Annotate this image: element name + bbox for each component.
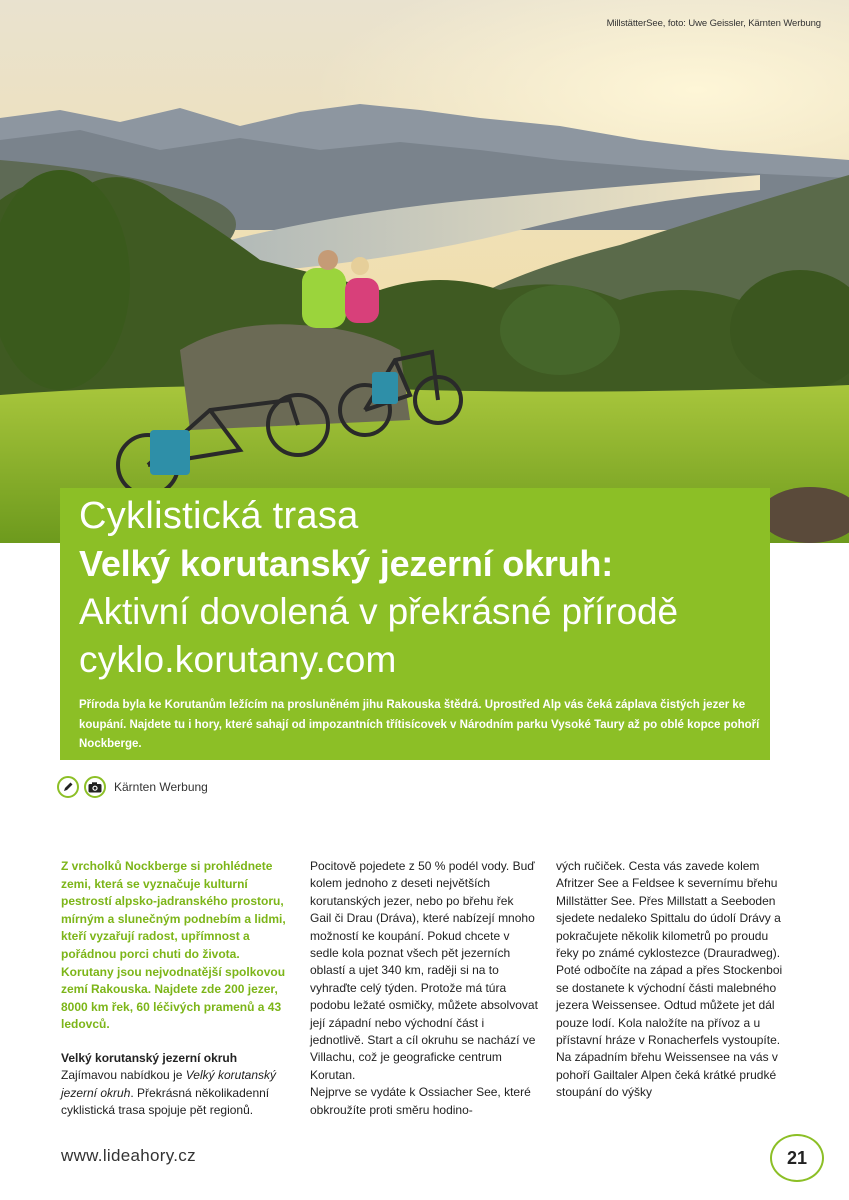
body-paragraph: Pocitově pojedete z 50 % podél vody. Buď kolem jednoho z deseti největších korutanských jezer, nebo po břehu řek Gail či Drau (Dráva), které nabízejí mnoho možností ke koupání. Pokud chcete v sedle kola poznat všech pět jezerních oblastí a ujet 340 km, raději si na to vyhraďte celý týden. Protože má túra podobu ležaté osmičky, můžete absolvovat její západní nebo východní část i jednotlivě. Start a cíl okruhu se nachází ve Villachu, což je geograficke centrum Korutan. [310,859,538,1082]
footer-website: www.lideahory.cz [61,1146,196,1165]
body-paragraph [61,1067,289,1119]
article-headline [79,492,678,684]
body-text-emphasis: Velký korutanský jezerní okruh [61,1068,277,1100]
headline-box [60,488,770,760]
pen-icon [57,776,79,798]
hero-photo [0,0,849,543]
article-column-2 [310,858,538,1119]
headline-title: Velký korutanský jezerní okruh: [79,543,614,584]
camera-icon [84,776,106,798]
page-number: 21 [770,1134,824,1182]
photo-credit: MillstätterSee, foto: Uwe Geissler, Kärnten Werbung [606,18,821,29]
article-column-3 [556,858,784,1102]
section-subheading: Velký korutanský jezerní okruh [61,1050,238,1065]
body-paragraph: Nejprve se vydáte k Ossiacher See, které obkroužíte proti směru hodino- [310,1085,531,1117]
headline-kicker: Cyklistická trasa [79,495,359,537]
body-text: . Překrásná několikadenní cyklistická trasa spojuje pět regionů. [61,1085,270,1118]
intro-paragraph: Příroda byla ke Korutanům ležícím na prosluněném jihu Rakouska štědrá. Uprostřed Alp vás čeká záplava čistých jezer ke koupání. Najdete tu i hory, které sahají od impozantních třítisícovek v Národním parku Vysoké Taury až po oblé kopce pohoří Nockberge. [79,699,760,750]
body-paragraph: vých ručiček. Cesta vás zavede kolem Afritzer See a Feldsee k severnímu břehu Millstätter See. Přes Millstatt a Seeboden sjedete nedaleko Spittalu do údolí Drávy a pokračujete několik kilometrů po proudu řeky po známé cyklostezce (Drauradweg). Poté odbočíte na západ a přes Stockenboi se dostanete k východní části malebného jezera Weissensee. Odtud můžete jet dál pouze lodí. Kola naložíte na přívoz a u přístavní hráze v Ronacherfels vystoupíte. Na západním břehu Weissensee na vás v pohoří Gailtaler Alpen čeká krátké prudké stoupání do výšky [556,859,783,1100]
author-credits [57,775,208,799]
hero-photo-graphic [0,0,849,543]
lead-paragraph: Z vrcholků Nockberge si prohlédnete zemi, která se vyznačuje kulturní pestrostí alpsko-jadranského prostoru, mírným a slunečným podnebím a lidmi, kteří vyzařují radost, upřímnost a pořádnou porci chuti do života. Korutany jsou nejvodnatější spolkovou zemí Rakouska. Najdete zde 200 jezer, 8000 km řek, 60 léčivých pramenů a 43 ledovců. [61,859,286,1032]
photographer-name: Kärnten Werbung [114,780,208,794]
body-text: Zajímavou nabídkou je [61,1068,186,1083]
headline-subtitle: Aktivní dovolená v překrásné přírodě [79,591,679,632]
article-column-1 [61,858,289,1120]
headline-url: cyklo.korutany.com [79,639,397,680]
